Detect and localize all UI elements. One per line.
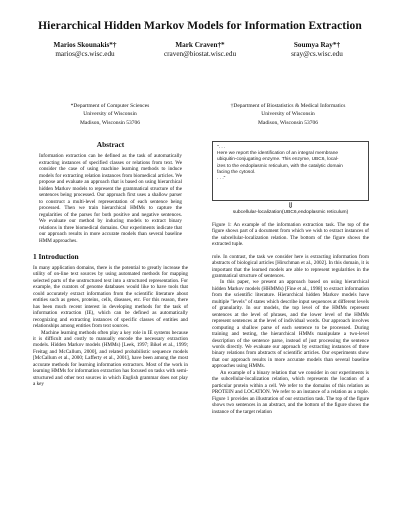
affiliation-line: †Department of Biostatistics & Medical Informatics: [230, 103, 346, 109]
abstract-text: Information extraction can be defined as the task of automatically extracting instances of specified classes or relations from text. We consider the case of using machine learning methods to induce models for extracting relation instances from biomedical articles. We propose and evaluate an approach that is based on using hierarchical hidden Markov models to represent the grammatical structure of the sentences being processed. Our approach first uses a shallow parser to construct a multi-level representation of each sentence being processed. Then we train hierarchical HMMs to capture the regularities of the parses for both positive and negative sentences. We evaluate our method by inducing models to extract binary relations in three biomedical domains. Our experiments indicate that our approach results in more accurate models than several baseline HMM approaches.: [39, 153, 182, 244]
figure-text-line: Here we report the identification of an integral membrane: [217, 151, 339, 157]
author-email: craven@biostat.wisc.edu: [163, 50, 237, 58]
abstract-heading: Abstract: [96, 140, 125, 149]
body-paragraph: An example of a binary relation that we consider in our experiments is the subcellular-localization relation, which represents the location of a particular protein within a cell. We refer to the domains of this relation as PROTEIN and LOCATION. We refer to an instance of a relation as a tuple. Figure 1 provides an illustration of our extraction task. The top of the figure shows two sentences in an abstract, and the bottom of the figure shows the instance of the target relation: [212, 369, 369, 415]
extracted-tuple: subcellular-localization(UBC6,endoplasmic reticulum): [232, 210, 349, 215]
affiliation-line: University of Wisconsin: [261, 111, 315, 118]
author-email: marios@cs.wisc.edu: [55, 50, 115, 58]
affiliation-line: Madison, Wisconsin 53706: [79, 119, 141, 126]
down-arrow-icon: ⇓: [287, 201, 294, 210]
figure-text-line: facing the cytosol.: [217, 169, 256, 175]
figure-caption: Figure 1: An example of the information extraction task. The top of the figure shows part of a document from which we wish to extract instances of the subcellular-localization relation. The bottom of the figure shows the extracted tuple.: [212, 222, 369, 248]
author-name: Mark Craven†*: [175, 41, 225, 49]
body-paragraph: In this paper, we present an approach based on using hierarchical hidden Markov models (HHMMs) [Fine et al., 1998] to extract information from the scientific literature. Hierarchical hidden Markov models have multiple "levels" of states which describe input sequences at different levels of granularity. In our models, the top level of the HMMs represent sentences at the level of phrases, and the lower level of the HMMs represent sentences at the level of individual words. Our approach involves computing a shallow parse of each sentence to be processed. During training and testing, the hierarchical HMMs manipulate a two-level description of the sentence parse, instead of just processing the sentence words directly. We evaluate our approach by extracting instances of three binary relations from abstracts of scientific articles. Our experiments show that our approach results in more accurate models than several baseline approaches using HMMs.: [212, 279, 369, 370]
body-paragraph: role. In contrast, the task we consider here is extracting information from abstracts of biological articles [Hirschman et al., 2002]. In this domain, it is important that the learned models are able to represent regularities in the grammatical structure of sentences.: [212, 253, 369, 279]
right-column: [212, 133, 369, 415]
paper-title: Hierarchical Hidden Markov Models for Information Extraction: [38, 20, 362, 32]
affiliation-line: University of Wisconsin: [83, 111, 137, 118]
figure-text-line: izes to the endoplasmic reticulum, with the catalytic domain: [217, 163, 343, 169]
author-block: [140, 41, 260, 59]
affiliation-line: Madison, Wisconsin 53706: [257, 119, 319, 126]
body-paragraph: Machine learning methods often play a key role in IE systems because it is difficult and costly to manually encode the necessary extraction models. Hidden Markov models (HMMs) [Leek, 1997; Bikel et al., 1999; Freitag and McCallum, 2000], and related probabilistic sequence models [McCallum et al., 2000; Lafferty et al., 2001], have been among the most accurate methods for learning information extractors. Most of the work in learning HMMs for information extraction has focused on tasks with semi-structured and other text sources in which English grammar does not play a key: [33, 329, 188, 388]
author-block: [262, 41, 372, 59]
affiliation-block: [208, 102, 368, 127]
affiliation-block: [40, 102, 180, 127]
figure-text-line: ubiquitin-conjugating enzyme. This enzyme, UBC6, local-: [217, 157, 339, 163]
author-block: [30, 41, 140, 59]
figure-text-line: . . .": [217, 176, 226, 182]
author-name: Soumya Ray*†: [293, 41, 341, 49]
author-email: sray@cs.wisc.edu: [291, 50, 343, 58]
section-heading: 1 Introduction: [33, 252, 79, 261]
author-name: Marios Skounakis*†: [53, 41, 117, 49]
left-column: [33, 133, 188, 388]
figure-box: [212, 141, 369, 201]
affiliation-line: *Department of Computer Sciences: [70, 103, 150, 109]
body-paragraph: In many application domains, there is the potential to greatly increase the utility of on-line text sources by using automated methods for mapping selected parts of the unstructured text into a structured representation. For example, the curators of genome databases would like to have tools that could accurately extract information from the scientific literature about entities such as genes, proteins, cells, diseases, etc. For this reason, there has been much recent interest in developing methods for the task of information extraction (IE), which can be defined as automatically recognizing and extracting instances of specific classes of entities and relationships among entities from text sources.: [33, 265, 188, 330]
figure-text-line: ". . .: [217, 145, 226, 150]
